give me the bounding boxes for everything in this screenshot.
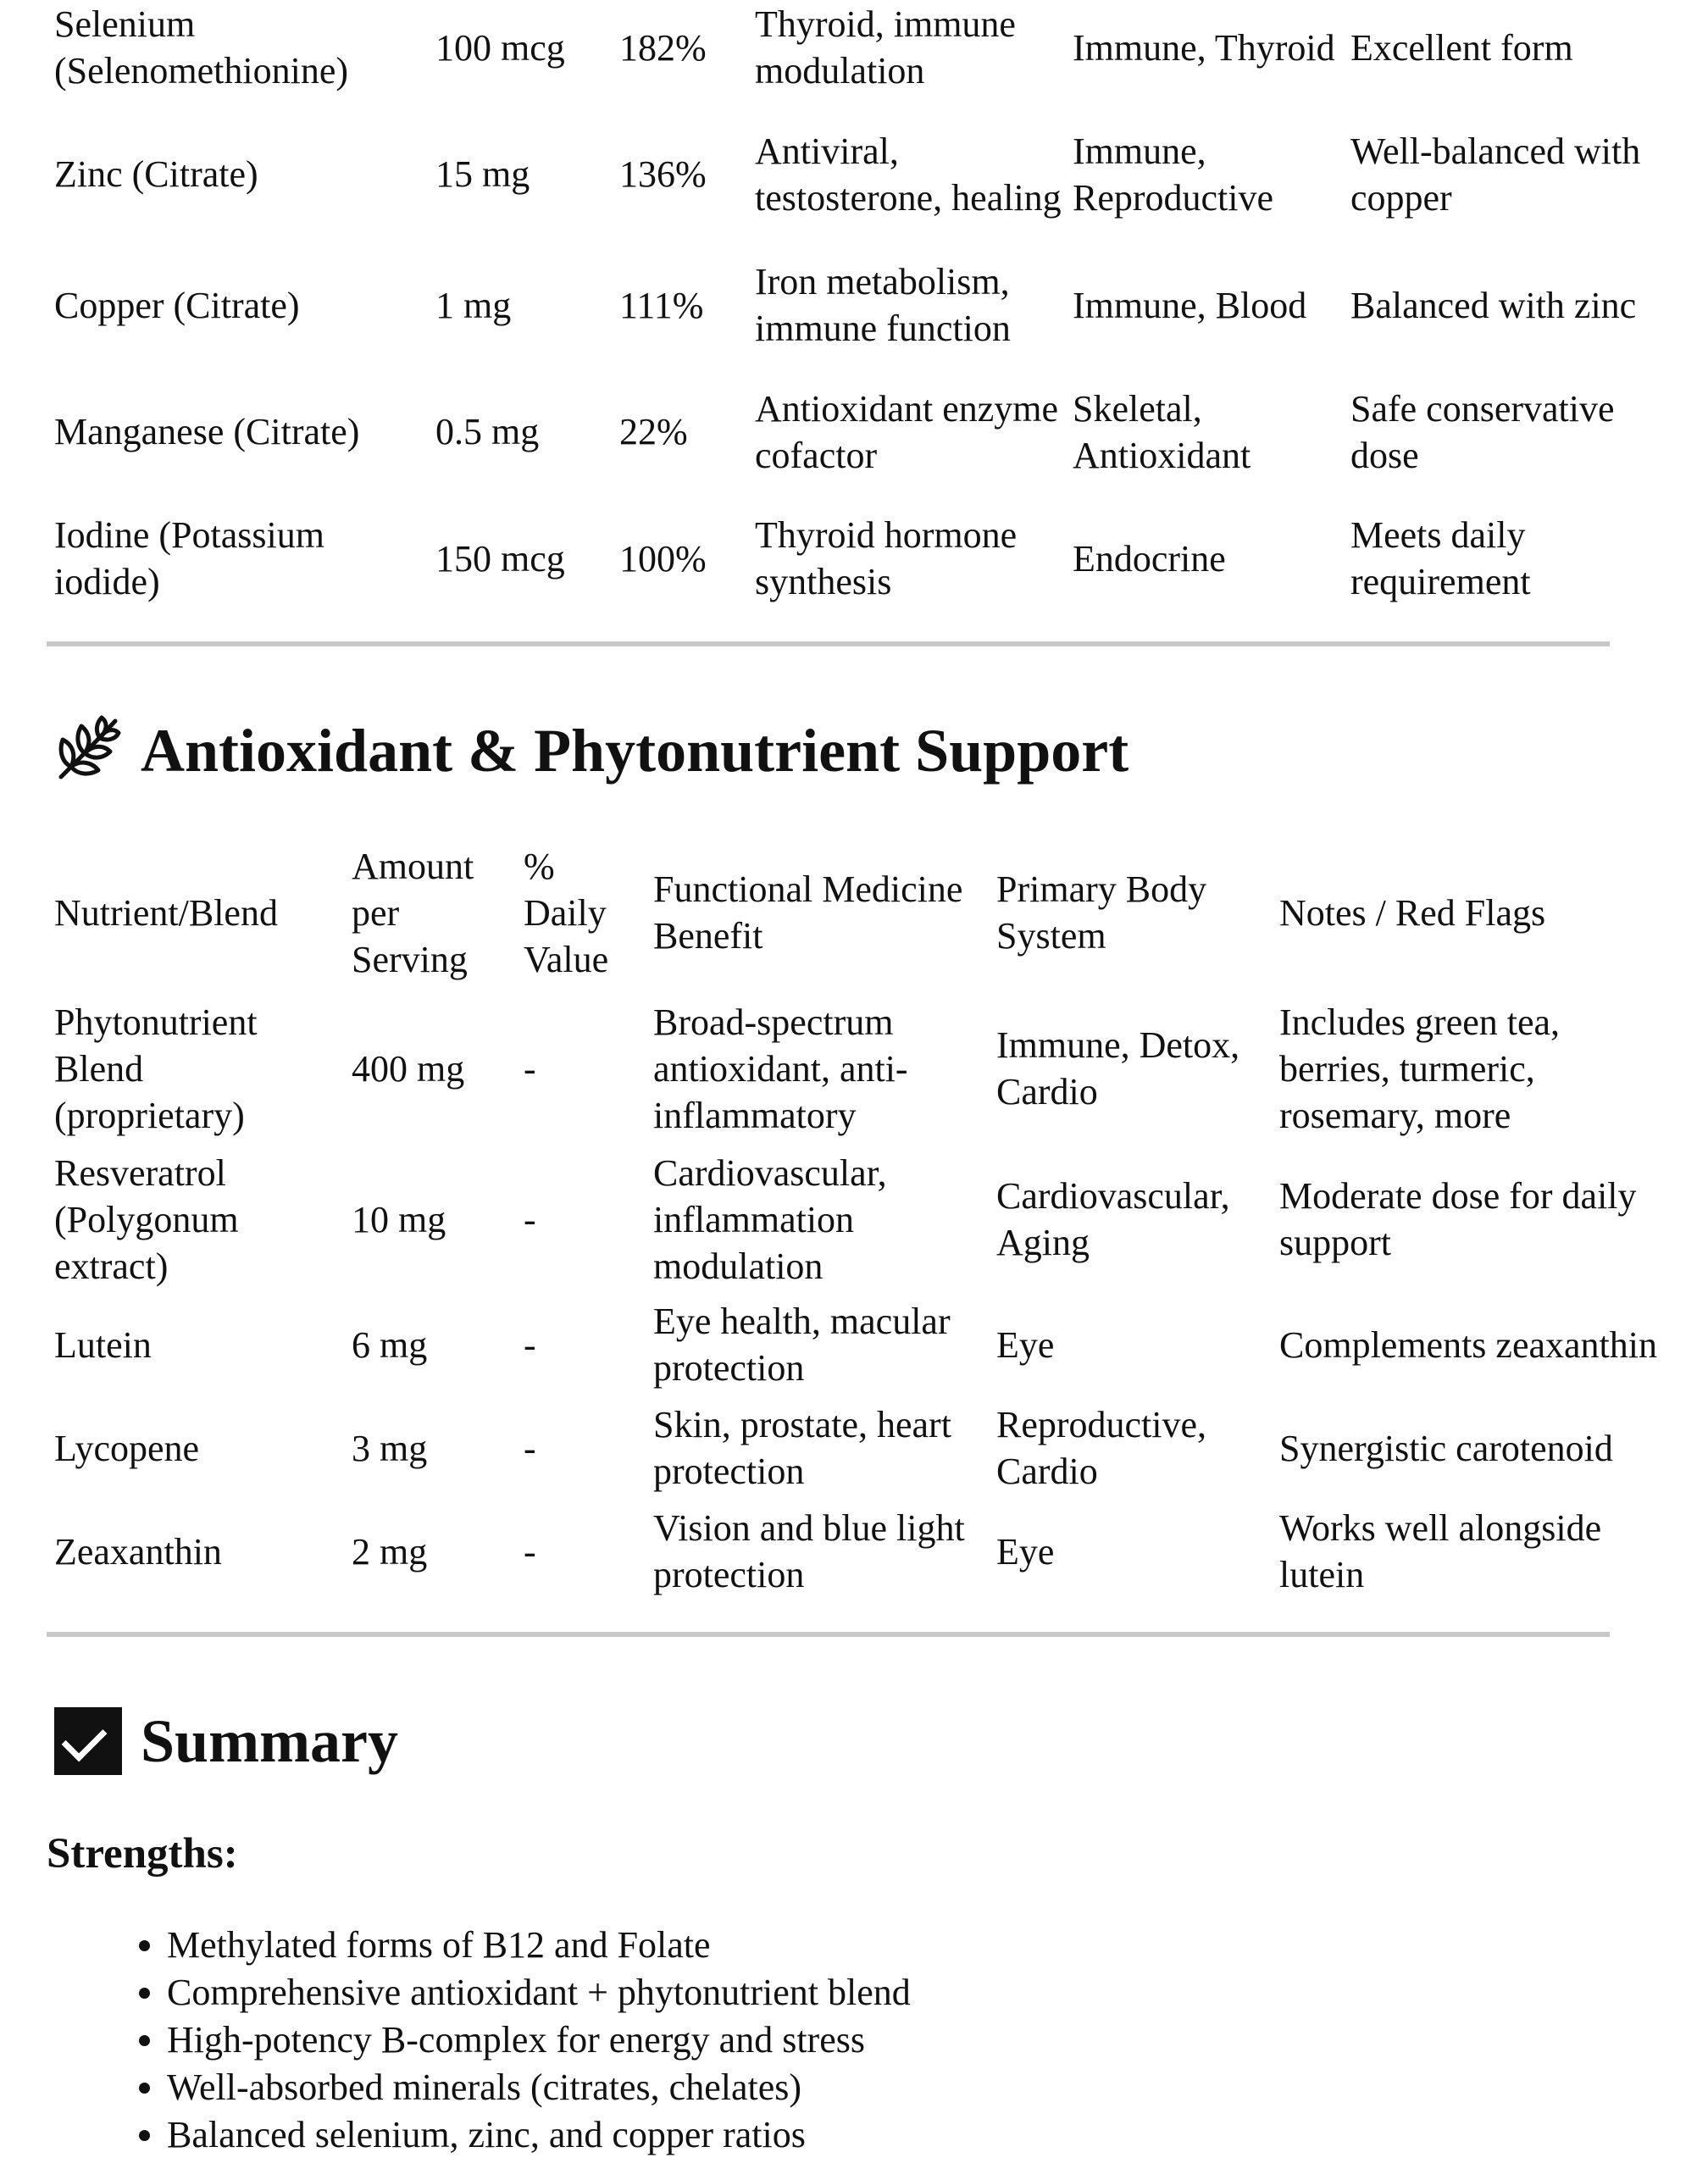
section-divider bbox=[47, 641, 1610, 646]
notes-cell: Safe conservative dose bbox=[1350, 387, 1615, 476]
strengths-list bbox=[47, 1922, 1692, 2159]
antioxidant-heading bbox=[54, 714, 1128, 786]
daily-value-cell: 182% bbox=[619, 26, 707, 69]
column-header-notes: Notes / Red Flags bbox=[1279, 891, 1546, 934]
minerals-table bbox=[54, 0, 1664, 610]
benefit-cell: Broad-spectrum antioxidant, anti-inflammatory bbox=[653, 1001, 908, 1136]
benefit-cell: Cardiovascular, inflammation modulation bbox=[653, 1151, 887, 1287]
column-header-daily-value: % Daily Value bbox=[524, 845, 609, 980]
amount-cell: 150 mcg bbox=[435, 537, 565, 580]
body-system-cell: Eye bbox=[996, 1530, 1055, 1573]
daily-value-cell: 136% bbox=[619, 153, 707, 195]
benefit-cell: Thyroid, immune modulation bbox=[755, 3, 1016, 92]
table-row bbox=[54, 0, 1664, 95]
body-system-cell: Endocrine bbox=[1073, 537, 1226, 580]
table-row bbox=[54, 1500, 1664, 1603]
notes-cell: Well-balanced with copper bbox=[1350, 130, 1641, 219]
amount-cell: 1 mg bbox=[435, 284, 512, 326]
amount-cell: 15 mg bbox=[435, 153, 530, 195]
daily-value-cell: - bbox=[524, 1047, 536, 1090]
notes-cell: Balanced with zinc bbox=[1350, 284, 1637, 326]
table-row bbox=[54, 357, 1664, 507]
nutrient-cell: Lutein bbox=[54, 1323, 152, 1366]
list-item: • Well-absorbed minerals (citrates, chelates) bbox=[167, 2064, 1692, 2111]
table-row bbox=[54, 253, 1664, 357]
nutrient-cell: Copper (Citrate) bbox=[54, 284, 300, 326]
amount-cell: 100 mcg bbox=[435, 26, 565, 69]
notes-cell: Moderate dose for daily support bbox=[1279, 1175, 1637, 1263]
amount-cell: 2 mg bbox=[352, 1530, 428, 1573]
benefit-cell: Iron metabolism, immune function bbox=[755, 261, 1011, 349]
notes-cell: Meets daily requirement bbox=[1350, 514, 1531, 602]
table-row bbox=[54, 1293, 1664, 1396]
table-row bbox=[54, 1146, 1664, 1293]
section-title: Antioxidant & Phytonutrient Support bbox=[141, 716, 1129, 785]
daily-value-cell: - bbox=[524, 1427, 536, 1469]
body-system-cell: Immune, Blood bbox=[1073, 284, 1307, 326]
list-item: • Comprehensive antioxidant + phytonutrient blend bbox=[167, 1969, 1692, 2016]
section-divider bbox=[47, 1632, 1610, 1637]
column-header-nutrient: Nutrient/Blend bbox=[54, 891, 278, 934]
nutrient-cell: Manganese (Citrate) bbox=[54, 411, 360, 452]
amount-cell: 0.5 mg bbox=[435, 411, 540, 452]
body-system-cell: Immune, Detox, Cardio bbox=[996, 1024, 1240, 1112]
notes-cell: Excellent form bbox=[1350, 26, 1573, 69]
nutrient-cell: Lycopene bbox=[54, 1427, 200, 1469]
table-row bbox=[54, 507, 1664, 610]
notes-cell: Complements zeaxanthin bbox=[1279, 1323, 1657, 1366]
benefit-cell: Skin, prostate, heart protection bbox=[653, 1404, 951, 1492]
table-row bbox=[54, 991, 1664, 1146]
nutrient-cell: Zeaxanthin bbox=[54, 1530, 222, 1573]
amount-cell: 3 mg bbox=[352, 1427, 428, 1469]
section-title: Summary bbox=[141, 1707, 398, 1775]
column-header-amount: Amount per Serving bbox=[352, 845, 474, 980]
notes-cell: Works well alongside lutein bbox=[1279, 1507, 1602, 1595]
body-system-cell: Immune, Reproductive bbox=[1073, 130, 1274, 219]
daily-value-cell: - bbox=[524, 1530, 536, 1573]
benefit-cell: Vision and blue light protection bbox=[653, 1507, 965, 1595]
nutrient-cell: Zinc (Citrate) bbox=[54, 153, 258, 195]
amount-cell: 400 mg bbox=[352, 1047, 465, 1090]
antioxidant-table bbox=[54, 834, 1664, 1603]
daily-value-cell: 22% bbox=[619, 411, 688, 452]
daily-value-cell: - bbox=[524, 1323, 536, 1366]
daily-value-cell: 111% bbox=[619, 284, 704, 326]
leaf-icon bbox=[54, 714, 122, 786]
body-system-cell: Skeletal, Antioxidant bbox=[1073, 387, 1251, 476]
nutrient-cell: Phytonutrient Blend (proprietary) bbox=[54, 1001, 258, 1136]
strengths-label: Strengths: bbox=[47, 1830, 238, 1878]
notes-cell: Includes green tea, berries, turmeric, rosemary, more bbox=[1279, 1001, 1561, 1136]
amount-cell: 6 mg bbox=[352, 1323, 428, 1366]
body-system-cell: Eye bbox=[996, 1323, 1055, 1366]
daily-value-cell: 100% bbox=[619, 537, 707, 580]
nutrient-cell: Selenium (Selenomethionine) bbox=[54, 3, 349, 92]
table-header-row bbox=[54, 834, 1664, 991]
body-system-cell: Immune, Thyroid bbox=[1073, 26, 1335, 69]
column-header-body-system: Primary Body System bbox=[996, 868, 1207, 957]
nutrient-cell: Iodine (Potassium iodide) bbox=[54, 514, 324, 602]
amount-cell: 10 mg bbox=[352, 1198, 446, 1240]
list-item: • High-potency B-complex for energy and stress bbox=[167, 2016, 1692, 2064]
table-row bbox=[54, 95, 1664, 253]
notes-cell: Synergistic carotenoid bbox=[1279, 1427, 1613, 1469]
list-item: • Balanced selenium, zinc, and copper ratios bbox=[167, 2111, 1692, 2159]
body-system-cell: Reproductive, Cardio bbox=[996, 1404, 1207, 1492]
benefit-cell: Thyroid hormone synthesis bbox=[755, 514, 1018, 602]
checkbox-icon bbox=[54, 1707, 122, 1775]
table-row bbox=[54, 1396, 1664, 1500]
nutrient-cell: Resveratrol (Polygonum extract) bbox=[54, 1151, 239, 1287]
benefit-cell: Eye health, macular protection bbox=[653, 1301, 951, 1389]
body-system-cell: Cardiovascular, Aging bbox=[996, 1175, 1230, 1263]
summary-heading bbox=[54, 1707, 398, 1775]
list-item: • Methylated forms of B12 and Folate bbox=[167, 1922, 1692, 1969]
benefit-cell: Antioxidant enzyme cofactor bbox=[755, 387, 1059, 476]
column-header-benefit: Functional Medicine Benefit bbox=[653, 868, 963, 957]
daily-value-cell: - bbox=[524, 1198, 536, 1240]
benefit-cell: Antiviral, testosterone, healing bbox=[755, 130, 1062, 219]
